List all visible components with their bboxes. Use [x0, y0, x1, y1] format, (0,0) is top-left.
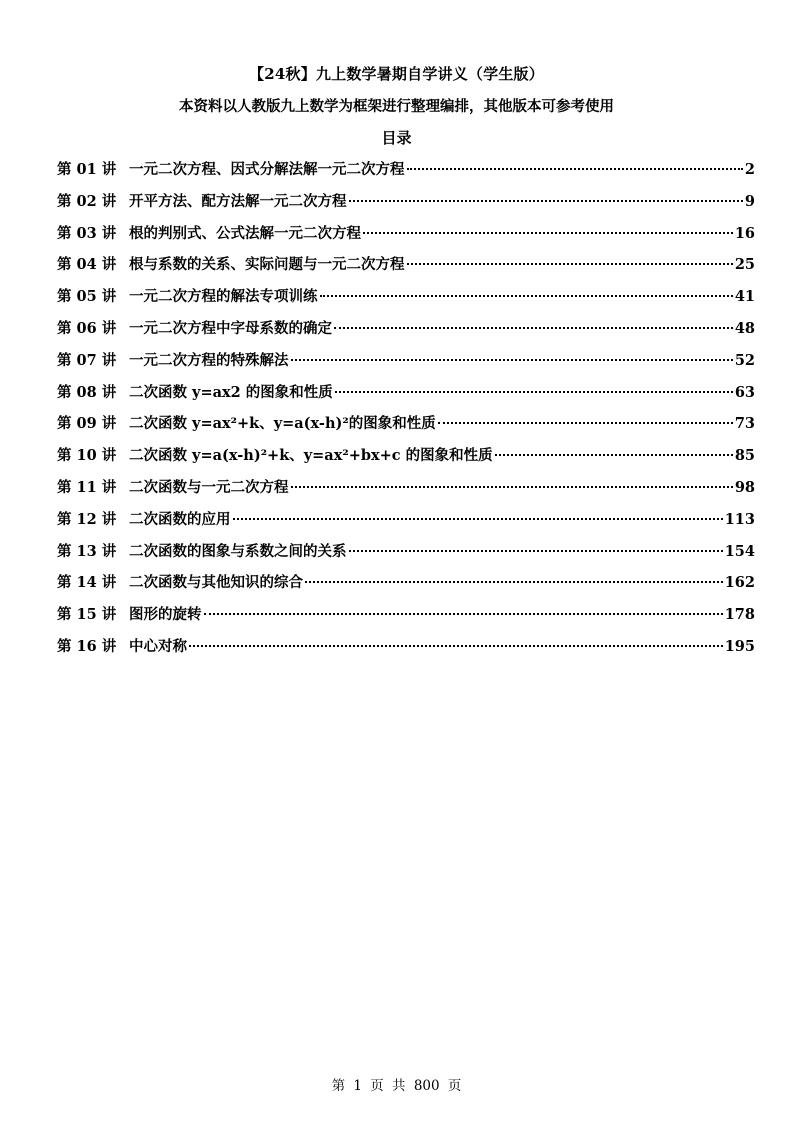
toc-lecture-number: 第 10 讲: [57, 447, 117, 465]
toc-leader-dots: [335, 391, 733, 393]
toc-lecture-number: 第 14 讲: [57, 574, 117, 592]
toc-heading: 目录: [381, 129, 412, 147]
toc-page-number: 9: [744, 192, 755, 210]
toc-entry-title: 根与系数的关系、实际问题与一元二次方程: [129, 256, 405, 274]
toc-page-number: 48: [734, 319, 755, 337]
toc-page-number: 16: [734, 224, 755, 242]
toc-lecture-number: 第 08 讲: [57, 383, 117, 401]
toc-entry[interactable]: [57, 540, 755, 572]
toc-entry[interactable]: [57, 381, 755, 413]
toc-entry-title: 中心对称: [129, 637, 187, 655]
toc-entry-title: 一元二次方程的特殊解法: [129, 351, 289, 369]
toc-entry[interactable]: [57, 349, 755, 381]
toc-entry-title: 开平方法、配方法解一元二次方程: [129, 192, 347, 210]
toc-page-number: 85: [734, 447, 755, 465]
toc-entry-title: 二次函数与一元二次方程: [129, 478, 289, 496]
toc-lecture-number: 第 15 讲: [57, 606, 117, 624]
toc-entry[interactable]: [57, 571, 755, 603]
toc-leader-dots: [495, 454, 733, 456]
toc-entry[interactable]: [57, 222, 755, 254]
toc-entry-title: 二次函数与其他知识的综合: [129, 574, 303, 592]
toc-lecture-number: 第 13 讲: [57, 542, 117, 560]
toc-entry[interactable]: [57, 476, 755, 508]
toc-leader-dots: [407, 263, 733, 265]
document-title: 【24秋】九上数学暑期自学讲义（学生版）: [249, 65, 544, 83]
toc-page-number: 25: [734, 256, 755, 274]
toc-entry[interactable]: [57, 317, 755, 349]
toc-page-number: 41: [734, 288, 755, 306]
toc-entry-title: 二次函数的图象与系数之间的关系: [129, 542, 347, 560]
toc-entry[interactable]: [57, 285, 755, 317]
toc-entry[interactable]: [57, 603, 755, 635]
toc-page-number: 63: [734, 383, 755, 401]
toc-page-number: 113: [724, 510, 755, 528]
toc-leader-dots: [349, 550, 723, 552]
toc-entry[interactable]: [57, 158, 755, 190]
toc-lecture-number: 第 04 讲: [57, 256, 117, 274]
toc-leader-dots: [204, 613, 723, 615]
toc-page-number: 2: [744, 161, 755, 178]
toc-entry[interactable]: [57, 635, 755, 667]
toc-lecture-number: 第 06 讲: [57, 319, 117, 337]
toc-entry[interactable]: [57, 508, 755, 540]
toc-leader-dots: [189, 645, 723, 647]
toc-lecture-number: 第 09 讲: [57, 415, 117, 433]
toc-entry-title: 二次函数 y=a(x-h)²+k、y=ax²+bx+c 的图象和性质: [129, 447, 493, 465]
toc-entry-title: 根的判别式、公式法解一元二次方程: [129, 224, 361, 242]
toc-leader-dots: [233, 518, 723, 520]
toc-leader-dots: [320, 295, 733, 297]
toc-page-number: 98: [734, 478, 755, 496]
toc-entry[interactable]: [57, 253, 755, 285]
toc-page-number: 73: [734, 415, 755, 433]
toc-page-number: 52: [734, 351, 755, 369]
toc-entry-title: 二次函数 y=ax2 的图象和性质: [129, 383, 333, 401]
table-of-contents: [57, 158, 755, 667]
toc-entry-title: 图形的旋转: [129, 606, 202, 624]
toc-lecture-number: 第 12 讲: [57, 510, 117, 528]
toc-lecture-number: 第 07 讲: [57, 351, 117, 369]
toc-page-number: 195: [724, 637, 755, 655]
toc-lecture-number: 第 16 讲: [57, 637, 117, 655]
toc-entry-title: 二次函数 y=ax²+k、y=a(x-h)²的图象和性质: [129, 415, 436, 433]
toc-leader-dots: [349, 200, 743, 202]
toc-entry[interactable]: [57, 412, 755, 444]
toc-entry-title: 一元二次方程的解法专项训练: [129, 288, 318, 306]
toc-entry-title: 一元二次方程、因式分解法解一元二次方程: [129, 161, 405, 178]
toc-leader-dots: [291, 359, 733, 361]
toc-leader-dots: [334, 327, 733, 329]
toc-leader-dots: [407, 168, 743, 170]
toc-lecture-number: 第 05 讲: [57, 288, 117, 306]
toc-entry-title: 一元二次方程中字母系数的确定: [129, 319, 332, 337]
toc-entry[interactable]: [57, 444, 755, 476]
toc-lecture-number: 第 03 讲: [57, 224, 117, 242]
toc-lecture-number: 第 01 讲: [57, 161, 117, 178]
toc-leader-dots: [363, 232, 733, 234]
toc-entry-title: 二次函数的应用: [129, 510, 231, 528]
toc-lecture-number: 第 02 讲: [57, 192, 117, 210]
toc-page-number: 178: [724, 606, 755, 624]
document-subtitle: 本资料以人教版九上数学为框架进行整理编排，其他版本可参考使用: [179, 98, 614, 115]
toc-entry[interactable]: [57, 190, 755, 222]
page-footer: 第 1 页 共 800 页: [331, 1078, 462, 1094]
toc-leader-dots: [438, 422, 733, 424]
toc-lecture-number: 第 11 讲: [57, 478, 117, 496]
toc-leader-dots: [291, 486, 733, 488]
toc-page-number: 154: [724, 542, 755, 560]
toc-leader-dots: [305, 581, 723, 583]
toc-page-number: 162: [724, 574, 755, 592]
